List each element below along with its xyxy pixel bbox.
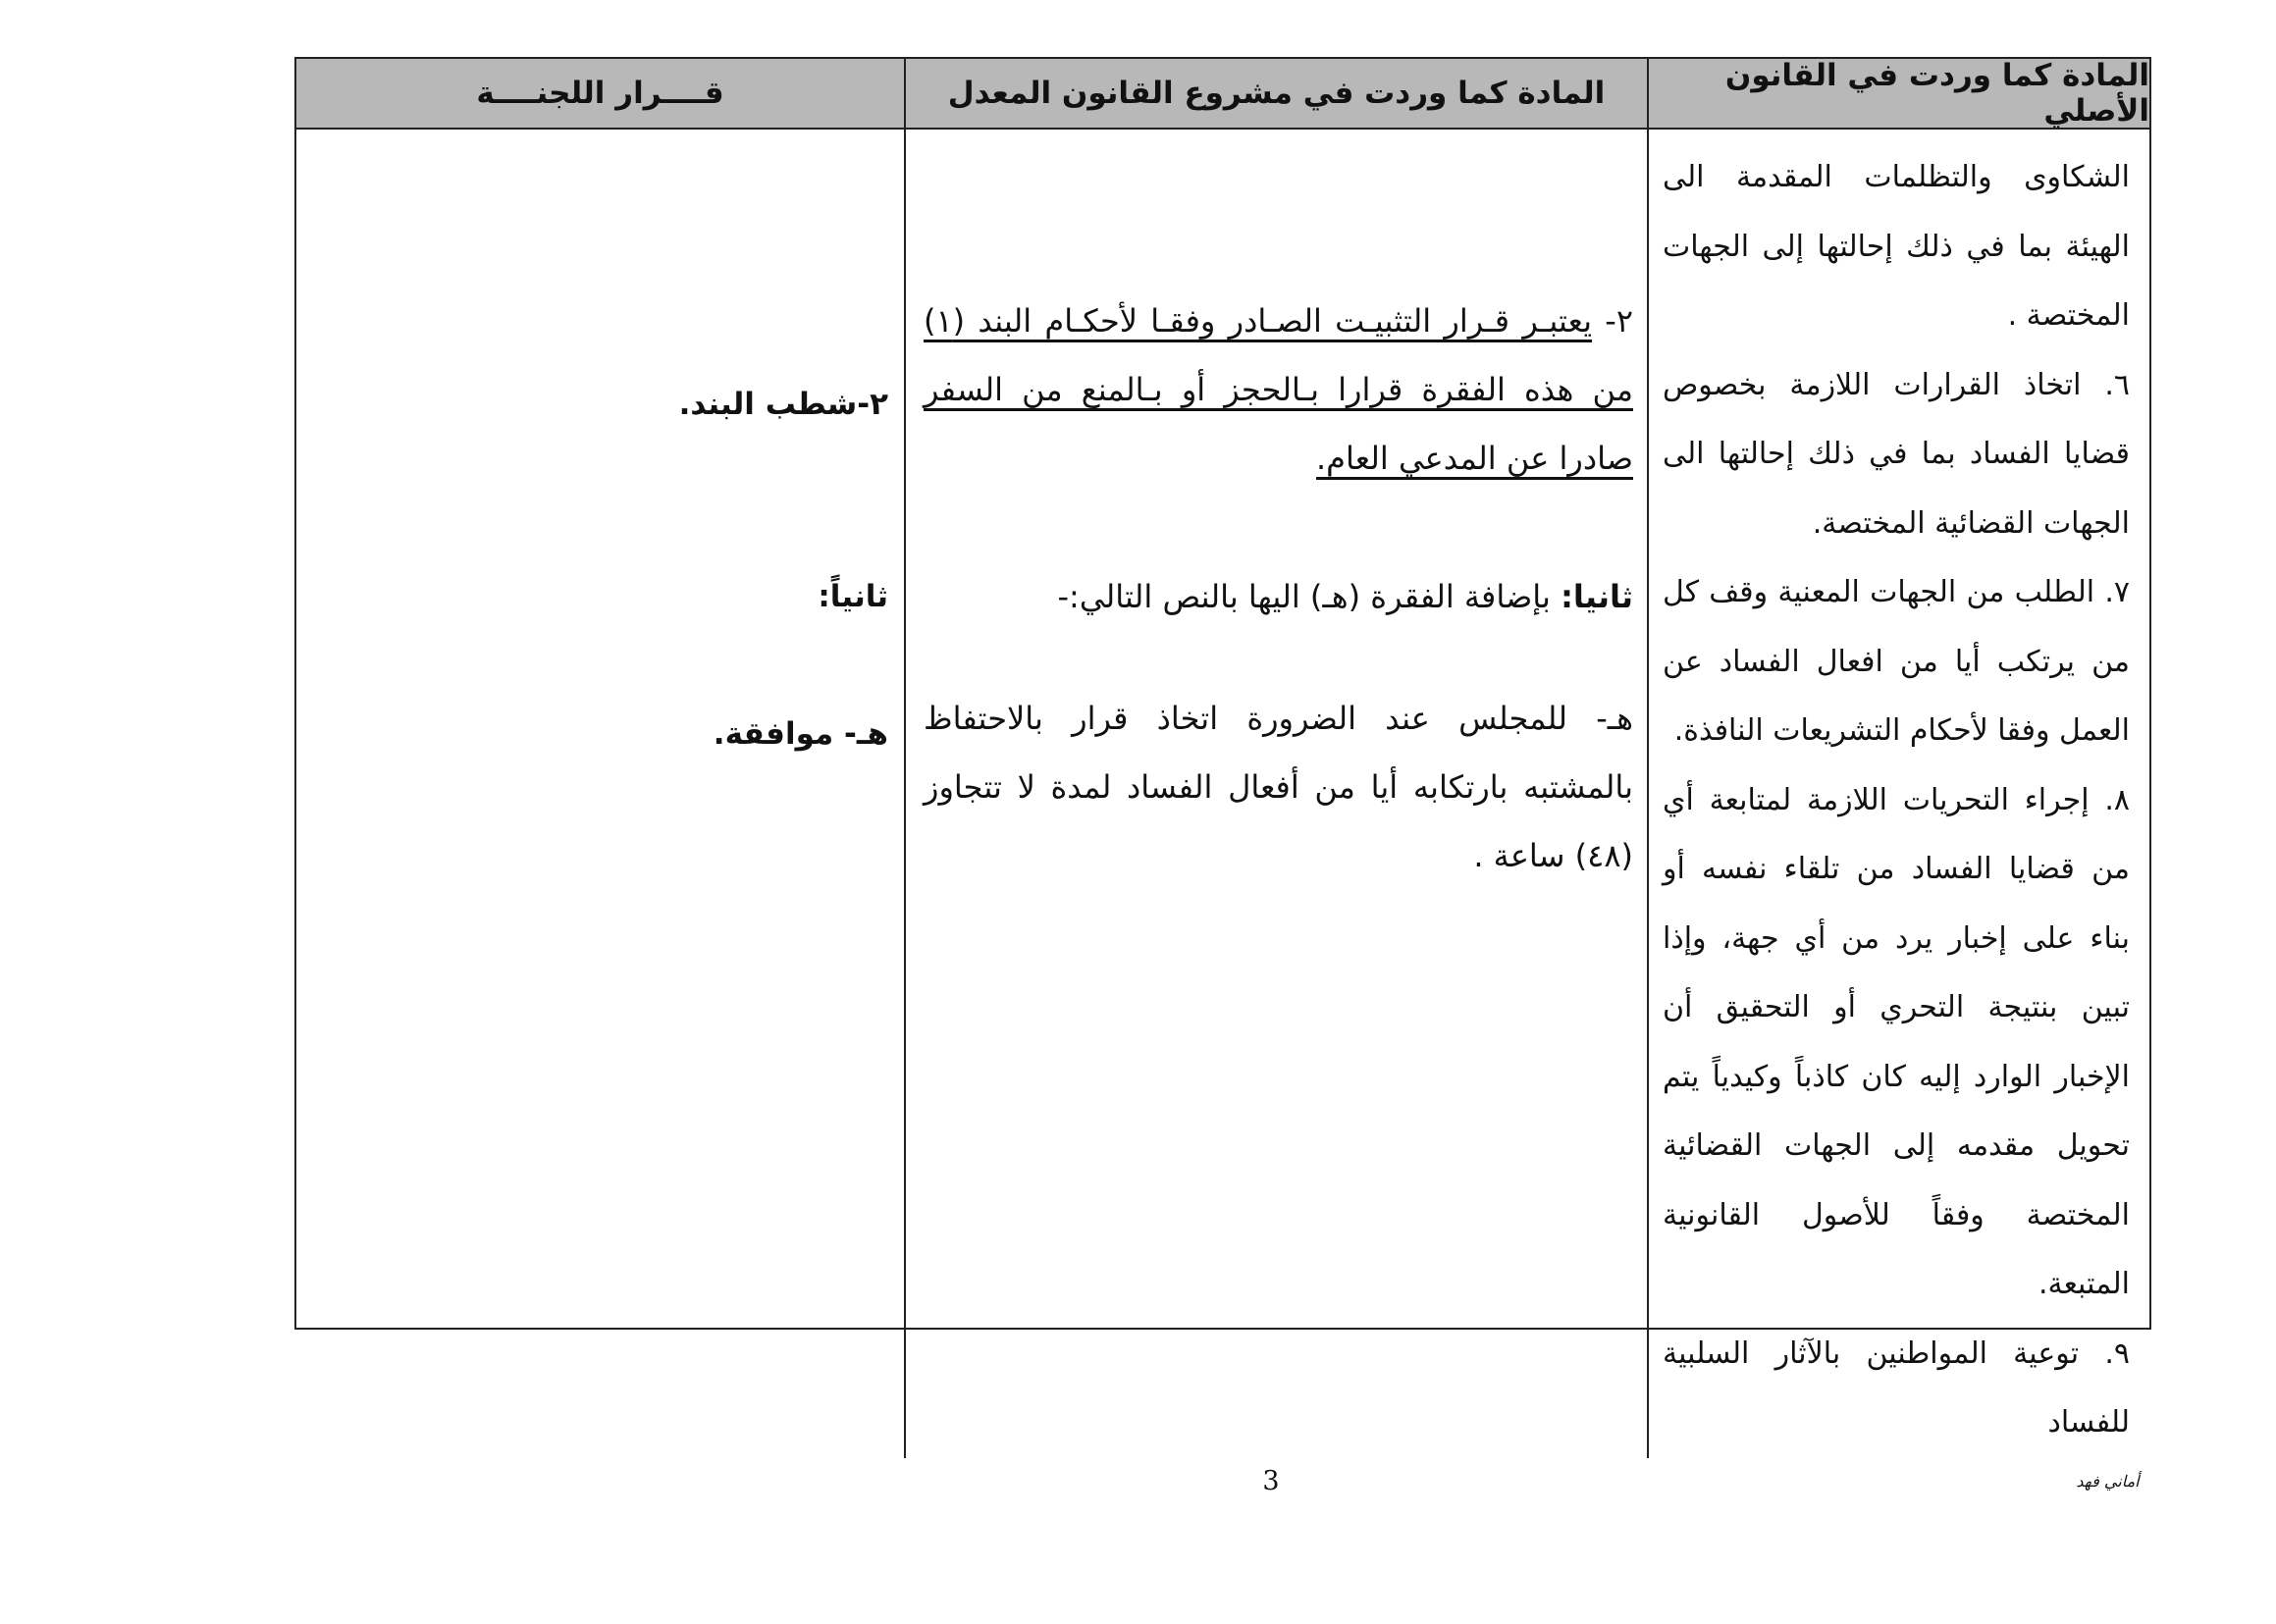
original-paragraph-5-tail: الشكاوى والتظلمات المقدمة الى الهيئة بما في ذلك إحالتها إلى الجهات المختصة .	[1663, 160, 2130, 333]
amended-item-2-text: يعتبـر قـرار التثبيـت الصـادر وفقـا لأحكـام البند (١) من هذه الفقرة قرارا بـالحجز أو بـالمنع من السفر صادرا عن المدعي العام.	[924, 302, 1633, 477]
amended-item-2	[924, 287, 1633, 493]
decision-second-label: ثانياً:	[818, 579, 888, 614]
amended-law-column	[906, 130, 1649, 1458]
amended-second-clause	[924, 562, 1633, 631]
decision-item-2: ٢-شطب البند.	[678, 387, 888, 422]
header-amended-law: المادة كما وردت في مشروع القانون المعدل	[906, 59, 1649, 130]
original-paragraph-8: ٨. إجراء التحريات اللازمة لمتابعة أي من قضايا الفساد من تلقاء نفسه أو بناء على إخبار يرد من أي جهة، وإذا تبين بنتيجة التحري أو التحقيق أن الإخبار الوارد إليه كان كاذباً وكيدياً يتم تحويل مقدمه إلى الجهات القضائية المختصة وفقاً للأصول القانونية المتبعة.	[1663, 782, 2130, 1301]
original-paragraph-6: ٦. اتخاذ القرارات اللازمة بخصوص قضايا الفساد بما في ذلك إحالتها الى الجهات القضائية المختصة.	[1663, 367, 2130, 541]
original-paragraph-7: ٧. الطلب من الجهات المعنية وقف كل من يرتكب أيا من افعال الفساد عن العمل وفقا لأحكام التشريعات النافذة.	[1663, 575, 2130, 748]
original-law-column	[1649, 130, 2149, 1458]
amended-second-text: بإضافة الفقرة (هـ) اليها بالنص التالي:-	[1057, 578, 1561, 615]
page-number: 3	[1262, 1466, 1280, 1496]
header-original-law: المادة كما وردت في القانون الأصلي	[1649, 59, 2149, 130]
amended-item-h: هـ- للمجلس عند الضرورة اتخاذ قرار بالاحتفاظ بالمشتبه بارتكابه أيا من أفعال الفساد لمدة لا تتجاوز (٤٨) ساعة .	[924, 700, 1633, 874]
comparison-table	[294, 57, 2151, 1440]
scribe-signature: أماني فهد	[2076, 1472, 2140, 1491]
committee-decision-column	[296, 130, 906, 1458]
decision-item-h: هـ- موافقة.	[713, 716, 888, 752]
header-committee-decision: قــــرار اللجنــــة	[296, 59, 906, 130]
amended-item-2-number: ٢-	[1592, 302, 1634, 340]
original-paragraph-9: ٩. توعية المواطنين بالآثار السلبية للفساد	[1663, 1336, 2130, 1440]
amended-second-label: ثانيا:	[1561, 578, 1633, 615]
